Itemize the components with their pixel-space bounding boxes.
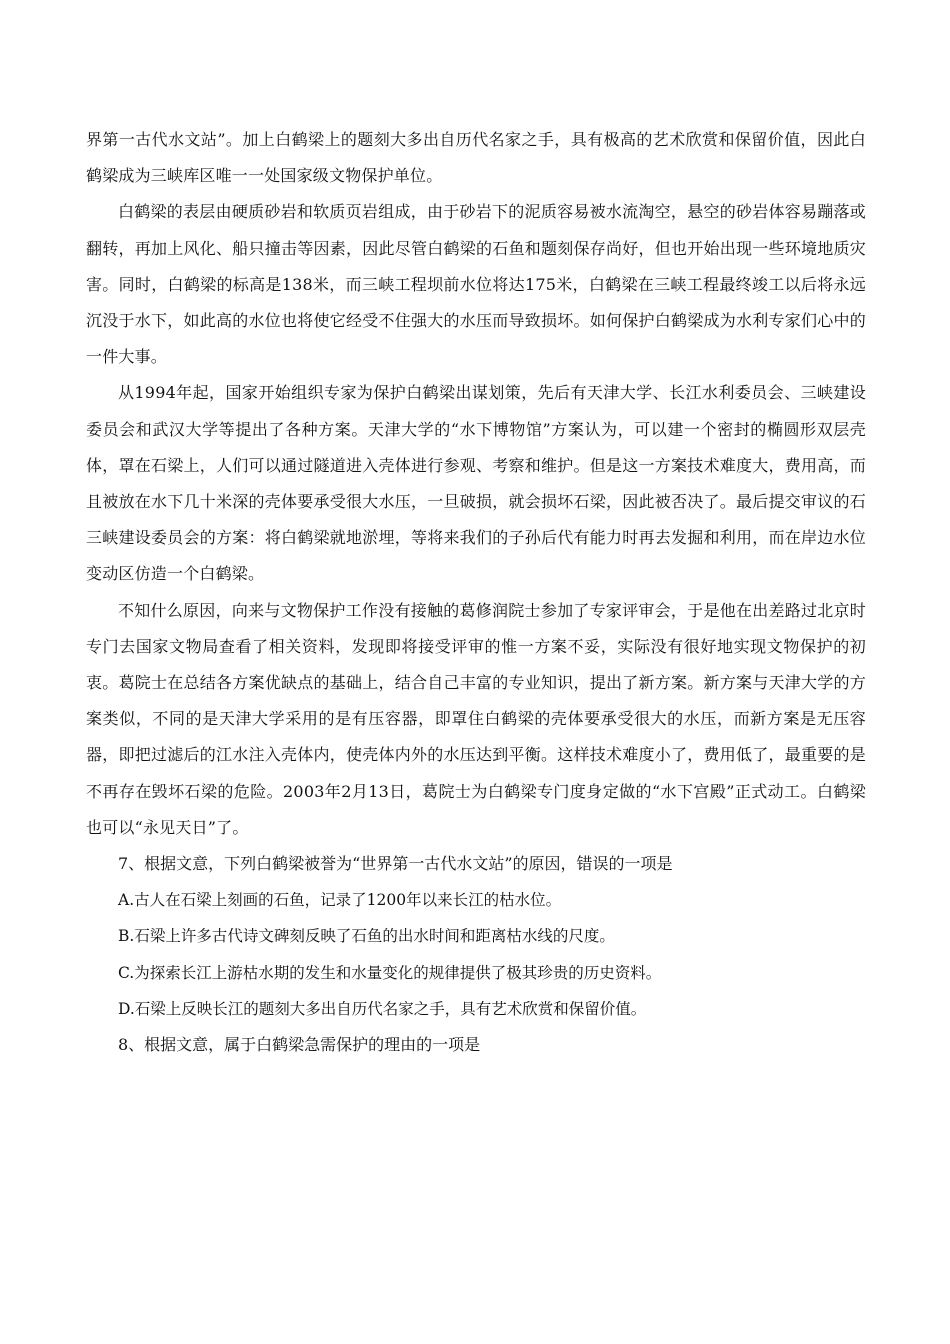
question-8-stem: 8、根据文意，属于白鹤梁急需保护的理由的一项是	[118, 1035, 481, 1055]
question-7-option-a: A.古人在石梁上刻画的石鱼，记录了1200年以来长江的枯水位。	[118, 891, 562, 910]
article-paragraph: 白鹤梁的表层由硬质砂岩和软质页岩组成，由于砂岩下的泥质容易被水流淘空，悬空的砂岩体容易蹦落或翻转，再加上风化、船只撞击等因素，因此尽管白鹤梁的石鱼和题刻保存尚好，但也开始出现一些环境地质灾害。同时，白鹤梁的标高是138米，而三峡工程坝前水位将达175米，白鹤梁在三峡工程最终竣工以后将永远沉没于水下，如此高的水位也将使它经受不住强大的水压而导致损坏。如何保护白鹤梁成为水利专家们心中的一件大事。	[86, 202, 866, 367]
article-paragraph: 从1994年起，国家开始组织专家为保护白鹤梁出谋划策，先后有天津大学、长江水利委员会、三峡建设委员会和武汉大学等提出了各种方案。天津大学的“水下博物馆”方案认为，可以建一个密封的椭圆形双层壳体，罩在石梁上，人们可以通过隧道进入壳体进行参观、考察和维护。但是这一方案技术难度大，费用高，而且被放在水下几十米深的壳体要承受很大水压，一旦破损，就会损坏石梁，因此被否决了。最后提交审议的石三峡建设委员会的方案：将白鹤梁就地淤埋，等将来我们的子孙后代有能力时再去发掘和利用，而在岸边水位变动区仿造一个白鹤梁。	[86, 383, 866, 584]
document-page	[86, 122, 866, 1063]
question-7-option-d: D.石梁上反映长江的题刻大多出自历代名家之手，具有艺术欣赏和保留价值。	[118, 999, 647, 1018]
article-paragraph: 界第一古代水文站”。加上白鹤梁上的题刻大多出自历代名家之手，具有极高的艺术欣赏和保留价值，因此白鹤梁成为三峡库区唯一一处国家级文物保护单位。	[86, 130, 866, 186]
question-7-stem: 7、根据文意，下列白鹤梁被誉为“世界第一古代水文站”的原因，错误的一项是	[118, 854, 673, 874]
article-paragraph: 不知什么原因，向来与文物保护工作没有接触的葛修润院士参加了专家评审会，于是他在出差路过北京时专门去国家文物局查看了相关资料，发现即将接受评审的惟一方案不妥，实际没有很好地实现文物保护的初衷。葛院士在总结各方案优缺点的基础上，结合自己丰富的专业知识，提出了新方案。新方案与天津大学的方案类似，不同的是天津大学采用的是有压容器，即罩住白鹤梁的壳体要承受很大的水压，而新方案是无压容器，即把过滤后的江水注入壳体内，使壳体内外的水压达到平衡。这样技术难度小了，费用低了，最重要的是不再存在毁坏石梁的危险。2003年2月13日，葛院士为白鹤梁专门度身定做的“水下宫殿”正式动工。白鹤梁也可以“永见天日”了。	[86, 600, 866, 837]
question-7-option-c: C.为探索长江上游枯水期的发生和水量变化的规律提供了极其珍贵的历史资料。	[118, 963, 662, 982]
question-7-option-b: B.石梁上许多古代诗文碑刻反映了石鱼的出水时间和距离枯水线的尺度。	[118, 927, 615, 946]
